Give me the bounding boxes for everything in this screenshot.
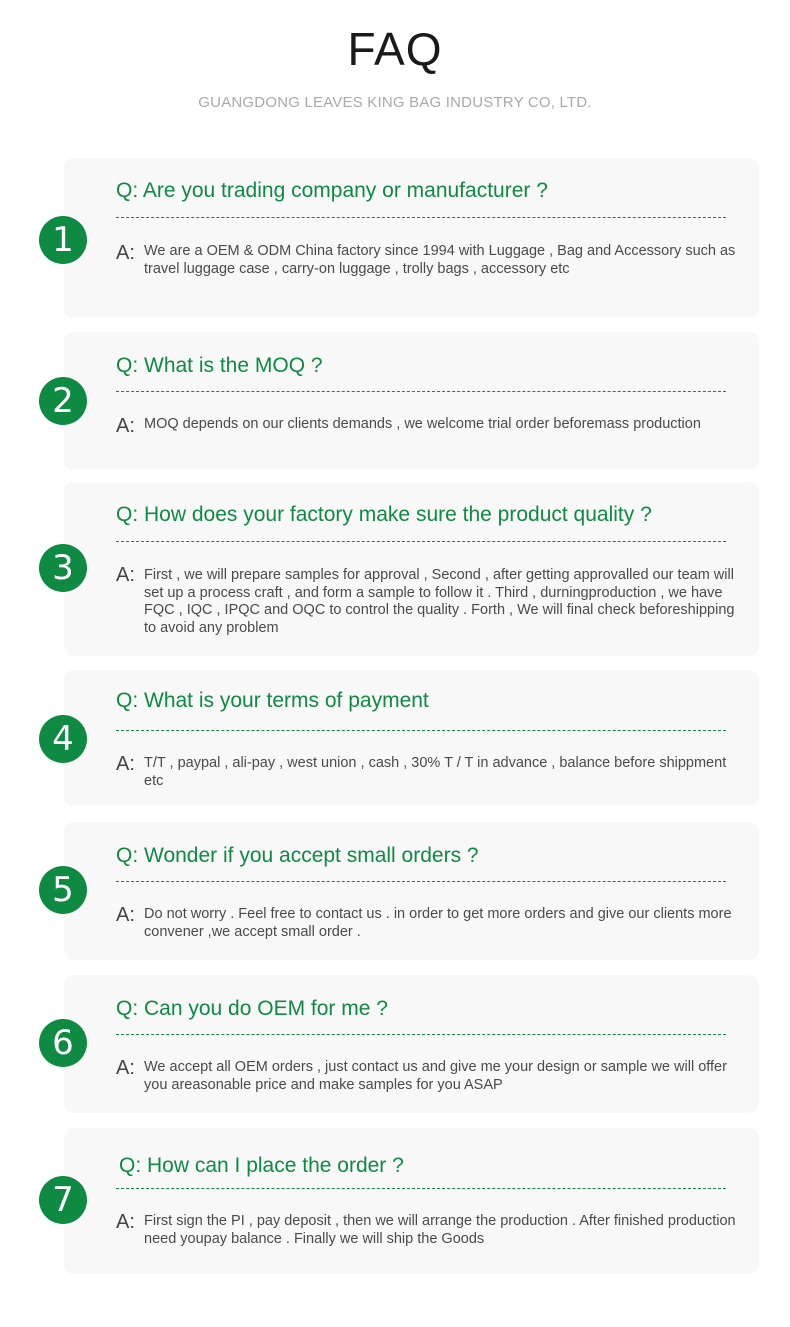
faq-card	[64, 670, 759, 806]
answer-prefix: A:	[116, 753, 135, 775]
faq-question: Q: Can you do OEM for me ?	[116, 997, 388, 1020]
faq-number-badge: 7	[39, 1176, 87, 1224]
dashed-divider	[116, 541, 726, 542]
faq-number-badge: 3	[39, 544, 87, 592]
faq-answer: First sign the PI , pay deposit , then we will arrange the production . After finished production need youpay balance . Finally we will ship the Goods	[144, 1213, 736, 1247]
dashed-divider	[116, 391, 726, 392]
faq-card	[64, 975, 759, 1113]
answer-prefix: A:	[116, 242, 135, 264]
answer-prefix: A:	[116, 904, 135, 926]
faq-question: Q: How can I place the order ?	[119, 1154, 404, 1177]
dashed-divider	[116, 730, 726, 731]
dashed-divider	[116, 1034, 726, 1035]
faq-answer: Do not worry . Feel free to contact us . in order to get more orders and give our clients more convener ,we accept small order .	[144, 906, 732, 940]
faq-question: Q: Wonder if you accept small orders ?	[116, 844, 479, 867]
dashed-divider	[116, 881, 726, 882]
faq-number-badge: 1	[39, 216, 87, 264]
faq-answer: We accept all OEM orders , just contact us and give me your design or sample we will offer you areasonable price and make samples for you ASAP	[144, 1059, 727, 1093]
dashed-divider	[116, 217, 726, 218]
faq-answer: We are a OEM & ODM China factory since 1994 with Luggage , Bag and Accessory such as travel luggage case , carry-on luggage , trolly bags , accessory etc	[144, 243, 736, 277]
page-title: FAQ	[347, 23, 443, 75]
faq-card	[64, 158, 759, 318]
faq-answer: MOQ depends on our clients demands , we welcome trial order beforemass production	[144, 416, 701, 432]
faq-number-badge: 4	[39, 715, 87, 763]
page-subtitle: GUANGDONG LEAVES KING BAG INDUSTRY CO, LTD.	[198, 94, 592, 111]
faq-card	[64, 822, 759, 960]
faq-question: Q: What is the MOQ ?	[116, 354, 323, 377]
faq-number-badge: 6	[39, 1019, 87, 1067]
answer-prefix: A:	[116, 1057, 135, 1079]
faq-answer: T/T , paypal , ali-pay , west union , cash , 30% T / T in advance , balance before shippment etc	[144, 755, 727, 789]
faq-answer: First , we will prepare samples for approval , Second , after getting approvalled our team will set up a process craft , and form a sample to follow it . Third , durningproduction , we have FQC , IQC , IPQC and OQC to control the quality . Forth , We will final check beforeshipping to avoid any problem	[144, 567, 735, 636]
answer-prefix: A:	[116, 1211, 135, 1233]
faq-question: Q: Are you trading company or manufacturer ?	[116, 179, 548, 202]
faq-card	[64, 1128, 759, 1274]
faq-question: Q: What is your terms of payment	[116, 689, 429, 712]
faq-number-badge: 2	[39, 377, 87, 425]
answer-prefix: A:	[116, 415, 135, 437]
faq-number-badge: 5	[39, 866, 87, 914]
dashed-divider	[116, 1188, 726, 1189]
faq-card	[64, 332, 759, 470]
faq-card	[64, 482, 759, 656]
faq-question: Q: How does your factory make sure the product quality ?	[116, 503, 652, 526]
answer-prefix: A:	[116, 564, 135, 586]
